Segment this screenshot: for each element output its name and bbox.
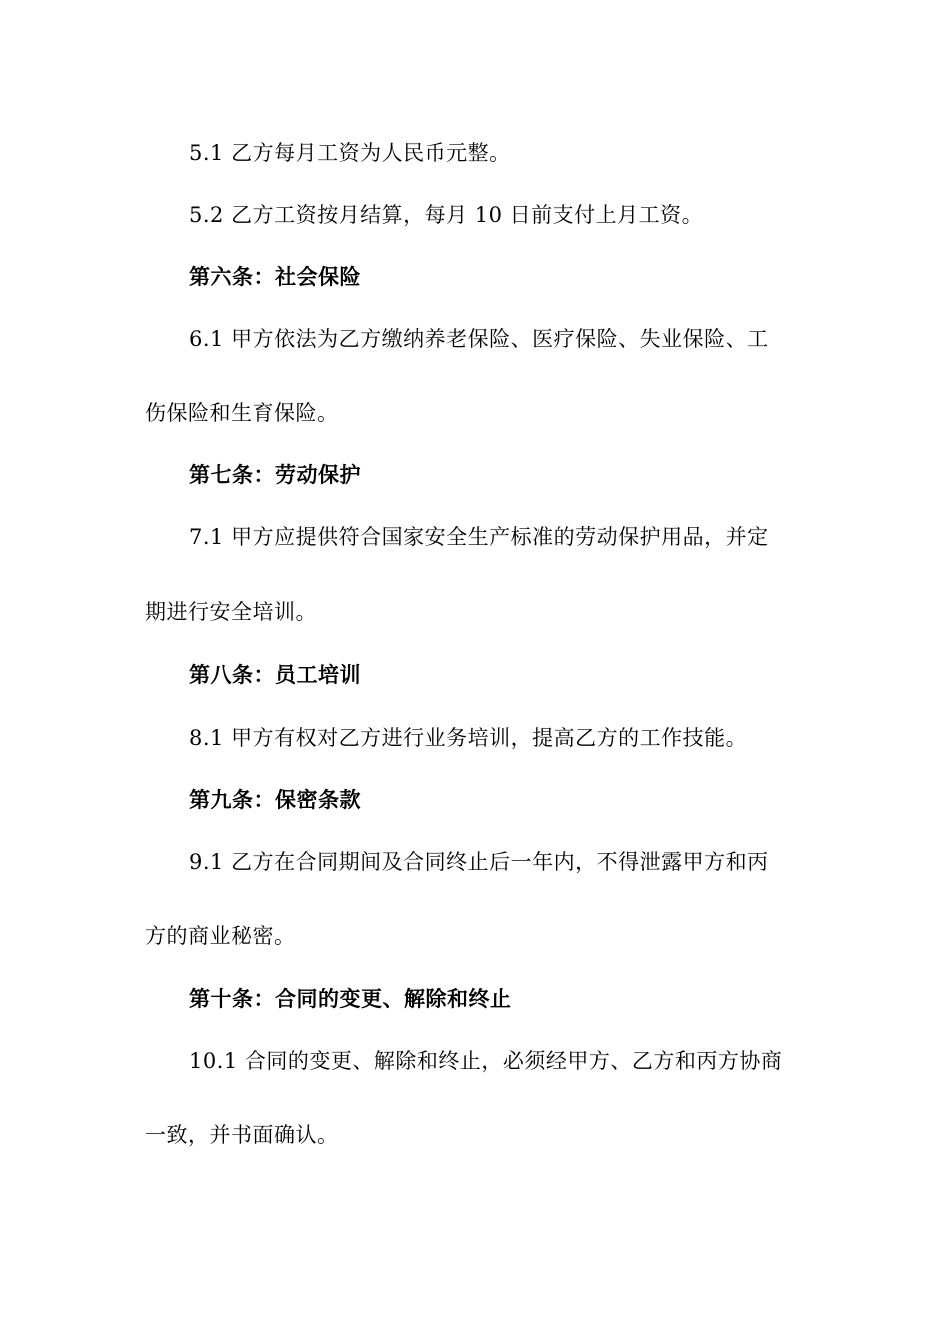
heading-article-10: 第十条：合同的变更、解除和终止 — [189, 987, 512, 1011]
clause-10-1-line-1: 10.1 合同的变更、解除和终止，必须经甲方、乙方和丙方协商 — [189, 1049, 783, 1073]
heading-article-9: 第九条：保密条款 — [189, 788, 361, 812]
clause-6-1-line-2: 伤保险和生育保险。 — [145, 401, 339, 425]
clause-6-1-line-1: 6.1 甲方依法为乙方缴纳养老保险、医疗保险、失业保险、工 — [189, 327, 769, 351]
clause-5-1: 5.1 乙方每月工资为人民币元整。 — [189, 141, 511, 165]
clause-8-1: 8.1 甲方有权对乙方进行业务培训，提高乙方的工作技能。 — [189, 726, 748, 750]
clause-7-1-line-1: 7.1 甲方应提供符合国家安全生产标准的劳动保护用品，并定 — [189, 525, 769, 549]
clause-10-1-line-2: 一致，并书面确认。 — [145, 1123, 339, 1147]
clause-5-2: 5.2 乙方工资按月结算，每月 10 日前支付上月工资。 — [189, 203, 704, 227]
clause-9-1-line-2: 方的商业秘密。 — [145, 924, 296, 948]
clause-9-1-line-1: 9.1 乙方在合同期间及合同终止后一年内，不得泄露甲方和丙 — [189, 850, 769, 874]
heading-article-7: 第七条：劳动保护 — [189, 463, 361, 487]
clause-7-1-line-2: 期进行安全培训。 — [145, 600, 317, 624]
heading-article-8: 第八条：员工培训 — [189, 663, 361, 687]
heading-article-6: 第六条：社会保险 — [189, 265, 361, 289]
